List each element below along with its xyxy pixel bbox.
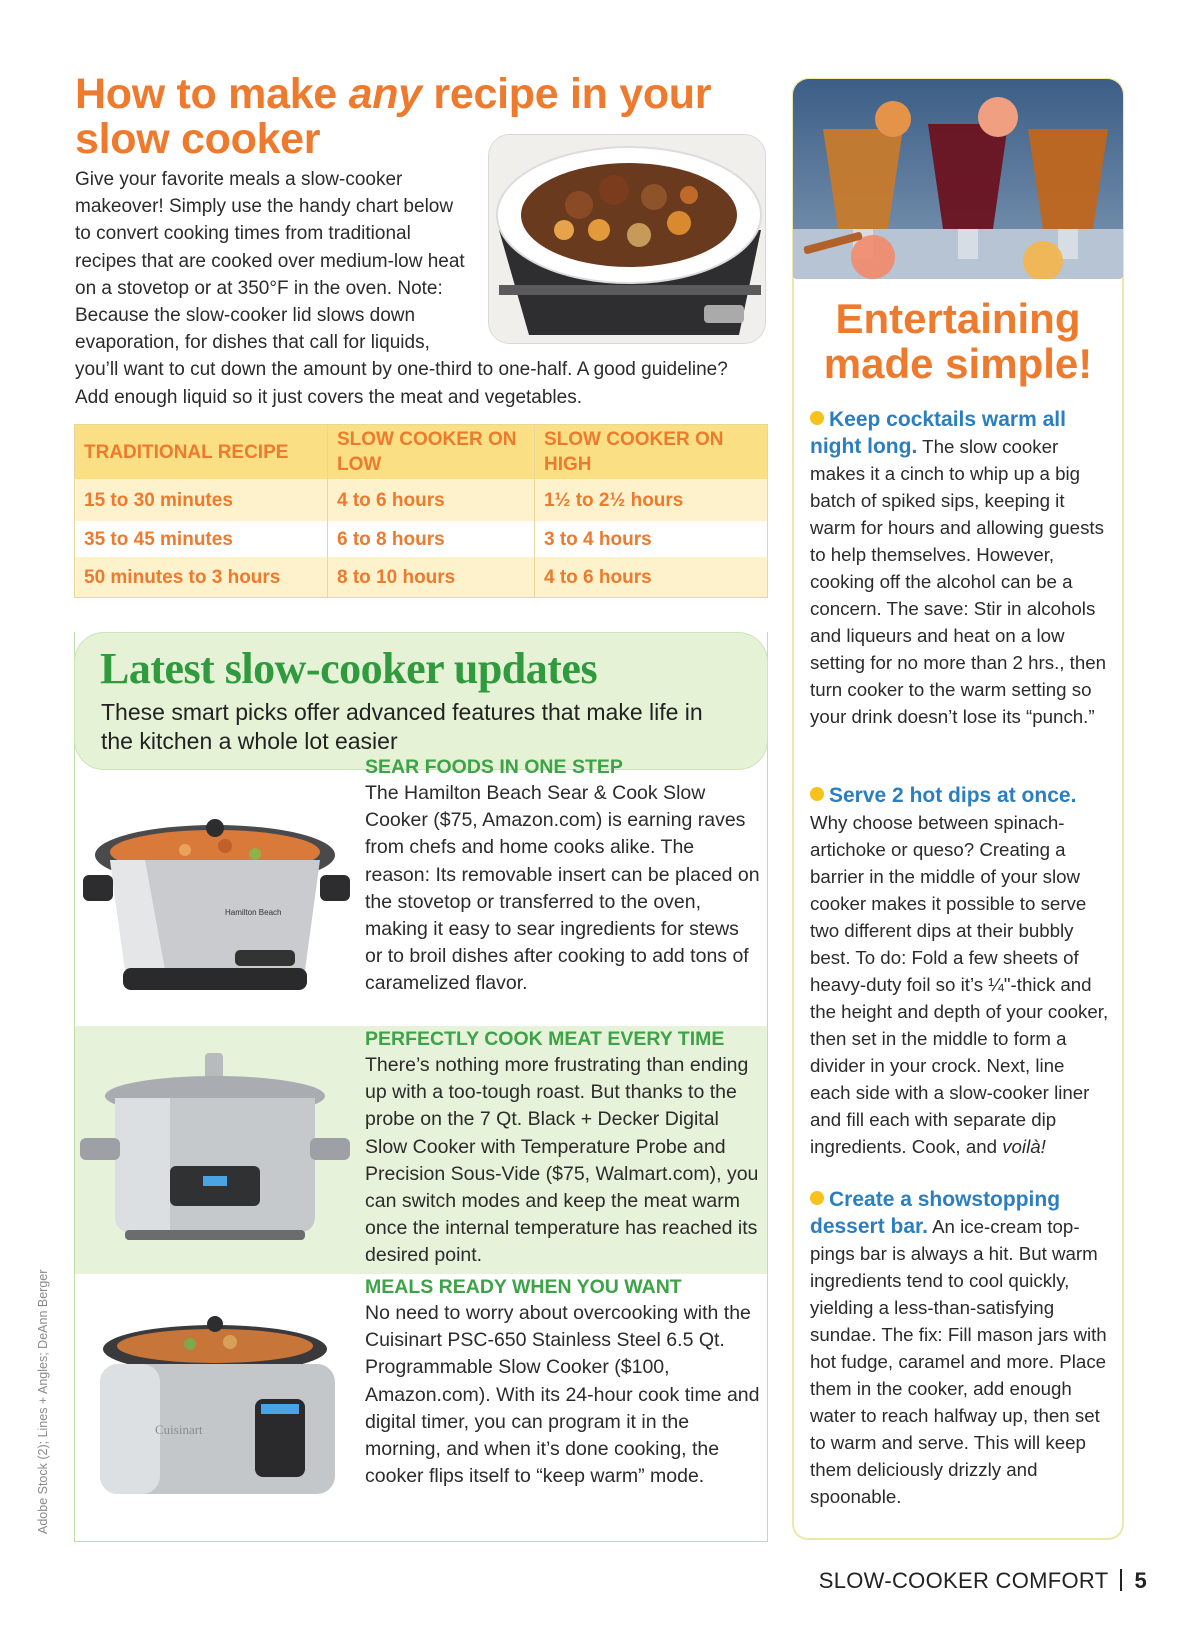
tip-heading: Keep cocktails warm all night long. xyxy=(810,408,1066,458)
cuisinart-logo: Cuisinart xyxy=(155,1422,203,1437)
warm-cocktails-photo xyxy=(793,79,1123,279)
product-title: MEALS READY WHEN YOU WANT xyxy=(365,1276,682,1298)
table-header-row xyxy=(75,425,767,479)
table-cell: 3 to 4 hours xyxy=(544,528,652,550)
intro-title: How to make any recipe in your slow cooker xyxy=(75,70,712,163)
table-row xyxy=(75,557,767,597)
table-row xyxy=(75,521,767,557)
tip-heading: Create a showstopping dessert bar. xyxy=(810,1188,1061,1238)
table-cell: 1½ to 2½ hours xyxy=(544,489,684,511)
product-cuisinart xyxy=(75,1276,767,1534)
table-row xyxy=(75,479,767,521)
slow-cooker-stew-photo xyxy=(488,134,766,344)
table-cell: 35 to 45 minutes xyxy=(75,521,328,557)
photo-credit: Adobe Stock (2); Lines + Angles; DeAnn Berger xyxy=(36,1269,50,1534)
cooking-time-table xyxy=(74,424,768,598)
page-number: 5 xyxy=(1134,1568,1147,1593)
table-cell: 6 to 8 hours xyxy=(328,521,535,557)
tip-dessert-bar xyxy=(810,1186,1110,1510)
table-header: SLOW COOKER ON LOW xyxy=(328,425,535,479)
page-footer xyxy=(819,1568,1147,1594)
table-cell: 4 to 6 hours xyxy=(544,566,652,588)
table-header: TRADITIONAL RECIPE xyxy=(75,425,328,479)
table-cell: 4 to 6 hours xyxy=(328,479,535,521)
section-name: SLOW-COOKER COMFORT xyxy=(818,1568,1109,1593)
tip-text-italic: voilà! xyxy=(1002,1136,1046,1157)
product-black-decker xyxy=(75,1026,767,1274)
table-cell: 50 minutes to 3 hours xyxy=(75,557,328,597)
hamilton-beach-cooker-image xyxy=(75,800,360,1010)
table-header: SLOW COOKER ON HIGH xyxy=(544,429,724,475)
product-description: There’s nothing more frustrating than ending up with a too-tough roast. But thanks to the probe on the 7 Qt. Black + Decker Digital Slow Cooker with Temperature Probe and Precision Sous-Vide ($75, Walmart.com), you can switch modes and keep the meat warm once the internal temperature has reached its desired point. xyxy=(365,1054,759,1267)
hamilton-beach-logo: Hamilton Beach xyxy=(225,908,282,917)
table-cell: 15 to 30 minutes xyxy=(75,479,328,521)
bullet-icon xyxy=(810,411,824,425)
tip-hot-dips xyxy=(810,782,1110,1160)
cuisinart-cooker-image xyxy=(75,1304,360,1514)
updates-title: Latest slow-cooker updates xyxy=(100,644,598,693)
tip-text: The slow cooker makes it a cinch to whip up a big batch of spiked sips, keeping it warm for hours and allowing guests to help themselves. However, cooking off the alcohol can be a concern. The save: Stir in alcohols and liqueurs and heat on a low setting for no more than 2 hrs., then turn cooker to the warm setting so your drink doesn’t lose its “punch.” xyxy=(810,436,1107,727)
footer-divider xyxy=(1120,1569,1122,1591)
sidebar-title: Entertaining made simple! xyxy=(823,295,1093,387)
product-description: No need to worry about overcooking with the Cuisinart PSC-650 Stainless Steel 6.5 Qt. Programmable Slow Cooker ($100, Amazon.com). With its 24-hour cook time and digital timer, you can program it in the morning, and when it’s done cooking, the cooker flips itself to “keep warm” mode. xyxy=(365,1302,760,1488)
updates-subtitle: These smart picks offer advanced features that make life in the kitchen a whole lot easier xyxy=(101,699,703,754)
bullet-icon xyxy=(810,787,824,801)
table-cell: 8 to 10 hours xyxy=(328,557,535,597)
tip-text: Why choose between spinach-artichoke or queso? Creating a barrier in the middle of your slow cooker makes it possible to serve two different dips at their bubbly best. To do: Fold a few sheets of heavy-duty foil so it’s ¼"-thick and the height and depth of your cooker, then set in the middle to form a divider in your crock. Next, line each side with a slow-cooker liner and fill each with separate dip ingredients. Cook, and xyxy=(810,812,1109,1157)
product-title: PERFECTLY COOK MEAT EVERY TIME xyxy=(365,1028,725,1050)
product-title: SEAR FOODS IN ONE STEP xyxy=(365,756,623,778)
tip-warm-cocktails xyxy=(810,406,1110,730)
black-decker-cooker-image xyxy=(75,1048,360,1258)
product-description: The Hamilton Beach Sear & Cook Slow Cooker ($75, Amazon.com) is earning raves from chefs and home cooks alike. The reason: Its removable insert can be placed on the stovetop or transferred to the oven, making it easy to sear ingredients for stews or to broil dishes after cooking to add tons of caramelized flavor. xyxy=(365,782,760,995)
product-hamilton-beach xyxy=(75,756,767,1020)
tip-heading: Serve 2 hot dips at once. xyxy=(829,784,1077,807)
bullet-icon xyxy=(810,1191,824,1205)
intro-body: Give your favorite meals a slow-cooker makeover! Simply use the handy chart below to convert cooking times from traditional recipes that are cooked over medium-low heat on a stovetop or at 350°F in the oven. Note: Because the slow-cooker lid slows down evaporation, for dishes that call for liquids, you’ll want to cut down the amount by one-third to one-half. A good guideline? Add enough liquid so it just covers the meat and vegetables. xyxy=(75,169,728,408)
tip-text: An ice-cream toppings bar is always a hit. But warm ingredients tend to cool quickly, yielding a less-than-satisfying sundae. The fix: Fill mason jars with hot fudge, caramel and more. Place them in the cooker, add enough water to reach halfway up, then set to warm and serve. This will keep them deliciously drizzly and spoonable. xyxy=(810,1216,1107,1507)
